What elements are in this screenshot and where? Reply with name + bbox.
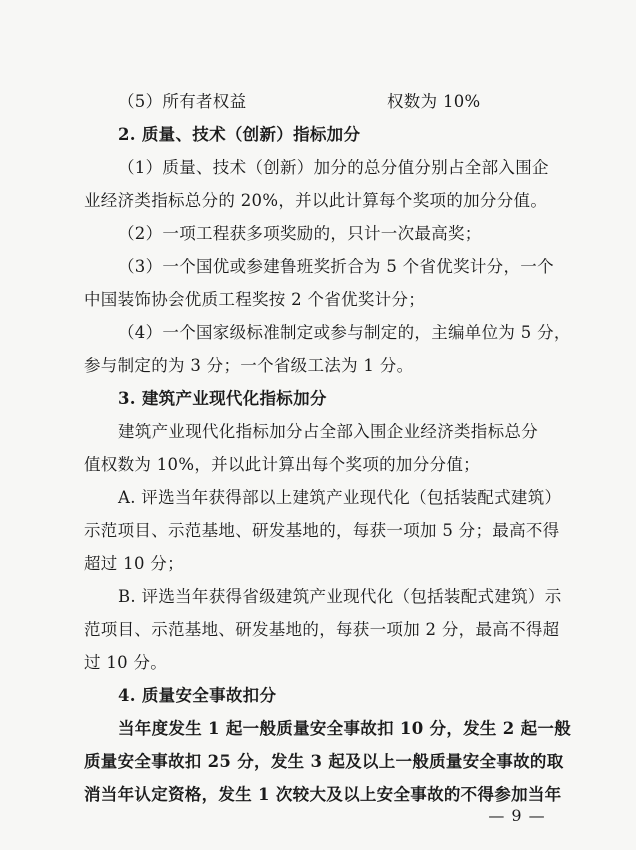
paragraph-line: 过 10 分。: [84, 653, 168, 672]
paragraph-line: A. 评选当年获得部以上建筑产业现代化（包括装配式建筑）: [118, 488, 562, 507]
item-5-label: （5）所有者权益: [118, 92, 247, 111]
section-3-heading: 3. 建筑产业现代化指标加分: [118, 389, 327, 408]
paragraph-line: 业经济类指标总分的 20%，并以此计算每个奖项的加分分值。: [84, 191, 548, 210]
paragraph-line: B. 评选当年获得省级建筑产业现代化（包括装配式建筑）示: [118, 587, 562, 606]
paragraph-line-bold: 质量安全事故扣 25 分，发生 3 起及以上一般质量安全事故的取: [84, 752, 564, 771]
paragraph-line: （1）质量、技术（创新）加分的总分值分别占全部入围企: [118, 158, 549, 177]
paragraph-line-bold: 消当年认定资格，发生 1 次较大及以上安全事故的不得参加当年: [84, 785, 562, 804]
paragraph-line: （2）一项工程获多项奖励的，只计一次最高奖；: [118, 224, 482, 243]
section-2-heading: 2. 质量、技术（创新）指标加分: [118, 125, 361, 144]
paragraph-line: 超过 10 分；: [84, 554, 184, 573]
paragraph-line: （3）一个国优或参建鲁班奖折合为 5 个省优奖计分，一个: [118, 257, 554, 276]
paragraph-line: 范项目、示范基地、研发基地的，每获一项加 2 分，最高不得超: [84, 620, 560, 639]
paragraph-line-bold: 当年度发生 1 起一般质量安全事故扣 10 分，发生 2 起一般: [118, 719, 571, 738]
paragraph-line: 值权数为 10%，并以此计算出每个奖项的加分分值；: [84, 455, 480, 474]
paragraph-line: 中国装饰协会优质工程奖按 2 个省优奖计分；: [84, 290, 426, 309]
item-5-owners-equity: [118, 91, 556, 113]
paragraph-line: 建筑产业现代化指标加分占全部入围企业经济类指标总分: [118, 422, 538, 441]
item-5-weight: 权数为 10%: [387, 92, 481, 111]
paragraph-line: （4）一个国家级标准制定或参与制定的，主编单位为 5 分，: [118, 323, 571, 342]
paragraph-line: 示范项目、示范基地、研发基地的，每获一项加 5 分；最高不得: [84, 521, 560, 540]
paragraph-line: 参与制定的为 3 分；一个省级工法为 1 分。: [84, 356, 414, 375]
section-4-heading: 4. 质量安全事故扣分: [118, 686, 277, 705]
page-number: — 9 —: [488, 806, 546, 825]
